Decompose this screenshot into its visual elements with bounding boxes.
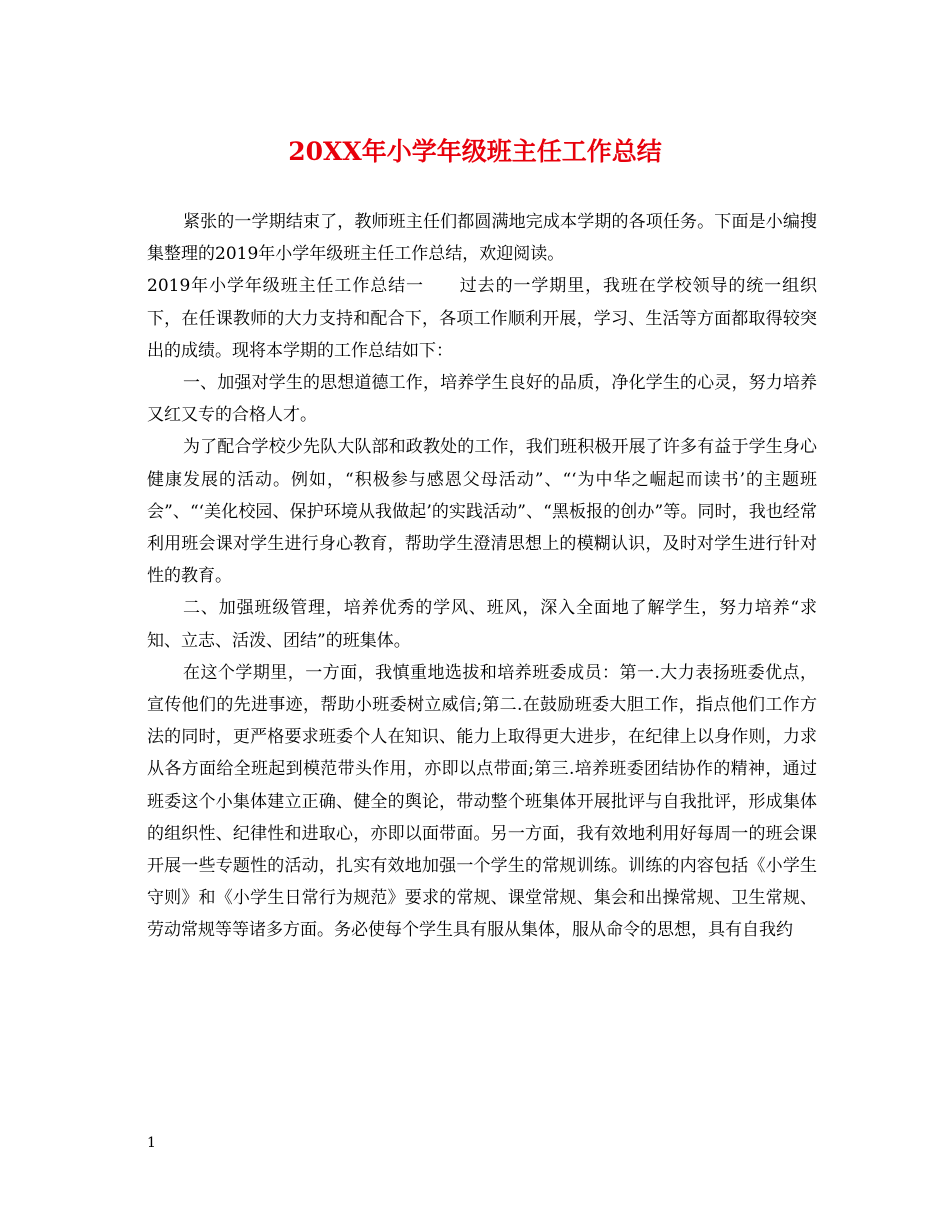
paragraph-intro: 紧张的一学期结束了，教师班主任们都圆满地完成本学期的各项任务。下面是小编搜集整理的2019年小学年级班主任工作总结，欢迎阅读。 xyxy=(147,212,817,265)
page-number: 1 xyxy=(147,1135,156,1151)
paragraph-class-management: 在这个学期里，一方面，我慎重地选拔和培养班委成员：第一.大力表扬班委优点，宣传他们的先进事迹，帮助小班委树立威信;第二.在鼓励班委大胆工作，指点他们工作方法的同时，更严格要求班委个人在知识、能力上取得更大进步，在纪律上以身作则，力求从各方面给全班起到模范带头作用，亦即以点带面;第三.培养班委团结协作的精神，通过班委这个小集体建立正确、健全的舆论，带动整个班集体开展批评与自我批评，形成集体的组织性、纪律性和进取心，亦即以面带面。另一方面，我有效地利用好每周一的班会课开展一些专题性的活动，扎实有效地加强一个学生的常规训练。训练的内容包括《小学生守则》和《小学生日常行为规范》要求的常规、课堂常规、集会和出操常规、卫生常规、劳动常规等等诸多方面。务必使每个学生具有服从集体，服从命令的思想，具有自我约 xyxy=(147,662,817,941)
paragraph-activities: 为了配合学校少先队大队部和政教处的工作，我们班积极开展了许多有益于学生身心健康发展的活动。例如，“积极参与感恩父母活动”、“‘为中华之崛起而读书’的主题班会”、“‘美化校园、保护环境从我做起’的实践活动”、“黑板报的创办”等。同时，我也经常利用班会课对学生进行身心教育，帮助学生澄清思想上的模糊认识，及时对学生进行针对性的教育。 xyxy=(147,437,817,587)
paragraph-section-one-heading: 一、加强对学生的思想道德工作，培养学生良好的品质，净化学生的心灵，努力培养又红又专的合格人才。 xyxy=(147,373,817,426)
paragraph-section-two-heading: 二、加强班级管理，培养优秀的学风、班风，深入全面地了解学生，努力培养“求知、立志、活泼、团结”的班集体。 xyxy=(147,598,817,651)
paragraph-summary-one: 2019年小学年级班主任工作总结一 过去的一学期里，我班在学校领导的统一组织下，在任课教师的大力支持和配合下，各项工作顺利开展，学习、生活等方面都取得较突出的成绩。现将本学期的工作总结如下： xyxy=(147,276,817,361)
document-title: 20XX年小学年级班主任工作总结 xyxy=(288,137,662,166)
document-body xyxy=(147,206,817,947)
